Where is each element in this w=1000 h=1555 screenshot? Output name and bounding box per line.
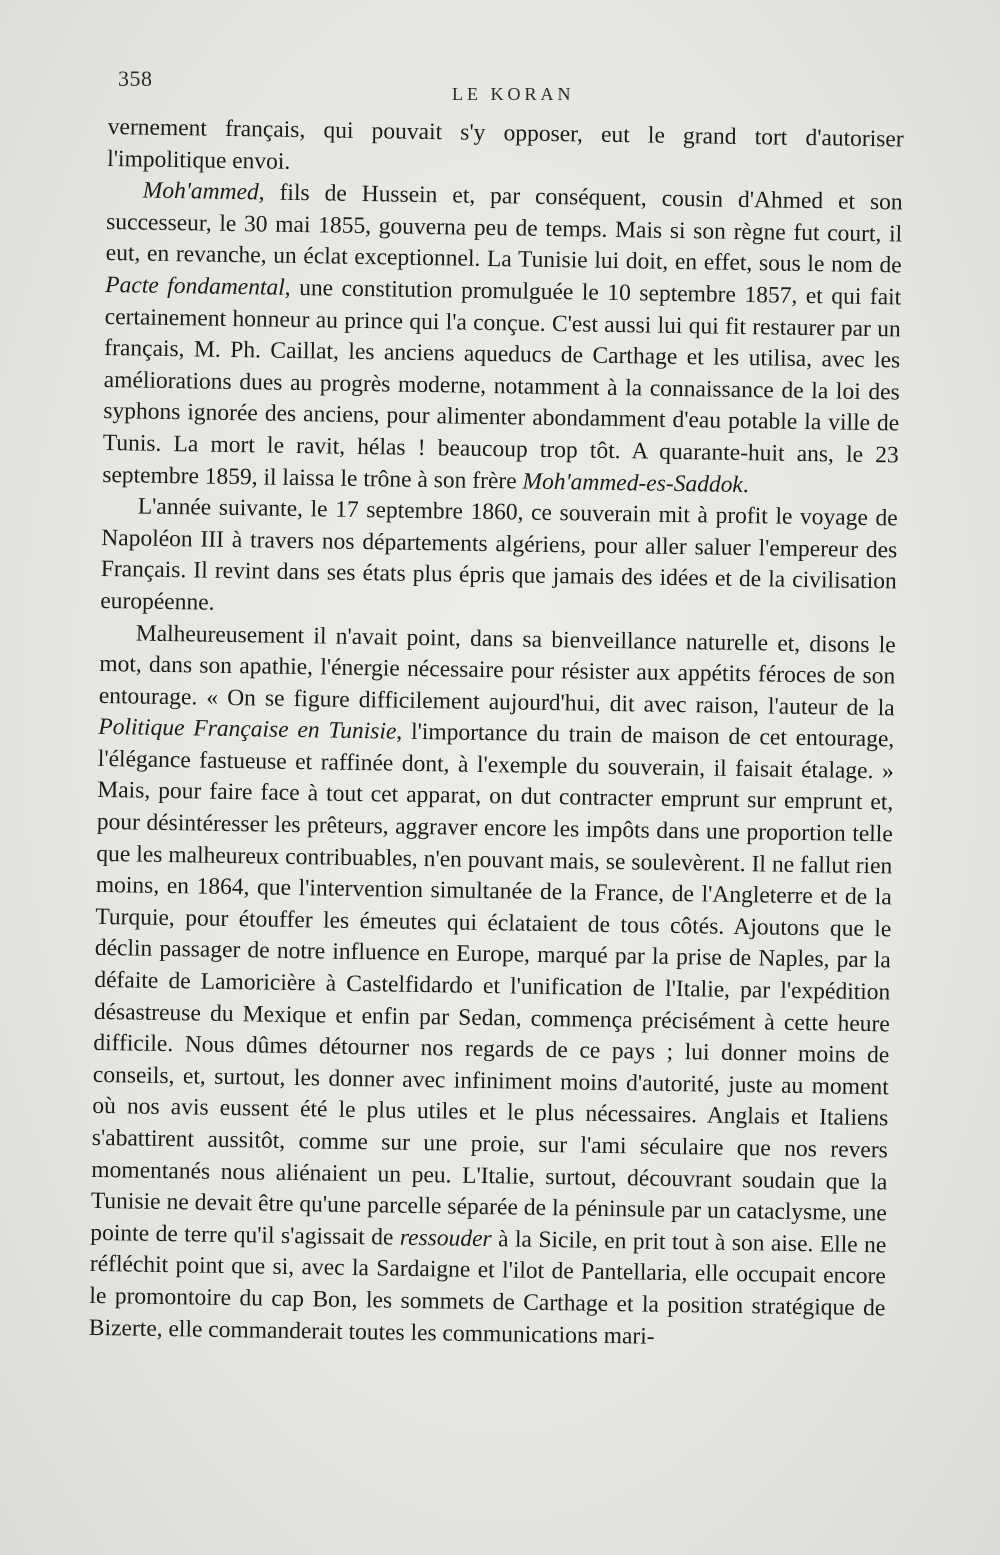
text-segment: , l'importance du train de maison de cet entourage, l'élégance fastueuse et raffinée dont, à l'exemple du souverain, il faisait étalage. » Mais, pour faire face à tout cet apparat, on dut contracter emprunt sur emprunt et, pour désintéresser les prêteurs, aggraver encore les impôts dans une proportion telle que les malheureux contribuables, n'en pouvant mais, se soulevèrent. Il ne fallut rien moins, en 1864, que l'intervention simultanée de la France, de l'Angleterre et de la Turquie, pour étouffer les émeutes qui éclataient de tous côtés. Ajoutons que le déclin passager de notre influence en Europe, marqué par la prise de Naples, par la défaite de Lamoricière à Castelfidardo et l'unification de l'Italie, par l'expédition désastreuse du Mexique et enfin par Sedan, commença précisément à cette heure difficile. Nous dûmes détourner nos regards de ce pays ; lui donner moins de conseils, et, surtout, les donner avec infiniment moins d'autorité, juste au moment où nos avis eussent été le plus utiles et le plus nécessaires. Anglais et Italiens s'abattirent aussitôt, comme sur une proie, sur l'ami séculaire que nos revers momentanés nous aliénaient un peu. L'Italie, surtout, découvrant soudain que la Tunisie ne devait être qu'une parcelle séparée de la péninsule par un cataclysme, une pointe de terre qu'il s'agissait de bbox=[90, 718, 895, 1251]
text-segment: vernement français, qui pouvait s'y opposer, eut le grand tort d'autoriser l'impolitique envoi. bbox=[107, 113, 904, 175]
text-segment: , fils de Hussein et, par conséquent, cousin d'Ahmed et son successeur, le 30 mai 1855, gouverna peu de temps. Mais si son règne fut court, il eut, en revanche, un éclat exceptionnel. La Tunisie lui doit, en effet, sous le nom de bbox=[105, 179, 903, 279]
italic-segment: Moh'ammed-es-Saddok bbox=[522, 468, 744, 498]
paragraph bbox=[102, 175, 903, 503]
text-segment: . bbox=[742, 471, 749, 498]
text-segment: Malheureusement il n'avait point, dans sa bienveillance naturelle et, disons le mot, dans son apathie, l'énergie nécessaire pour résister aux appétits féroces de son entourage. « On se figure difficilement aujourd'hui, dit avec raison, l'auteur de la bbox=[98, 620, 896, 722]
text-segment: L'année suivante, le 17 septembre 1860, ce souverain mit à profit le voyage de Napoléon III à travers nos départements algériens, pour aller saluer l'empereur des Français. Il revint dans ses états plus épris que jamais des idées et de la civilisation européenne. bbox=[100, 493, 898, 616]
italic-segment: Moh'ammed bbox=[142, 177, 259, 206]
text-segment: , une constitution promulguée le 10 septembre 1857, et qui fait certainement honneur au prince qui l'a conçue. C'est aussi lui qui fit restaurer par un français, M. Ph. Caillat, les anciens aqueducs de Carthage et les utilisa, avec les améliorations dues au progrès moderne, notamment à la connaissance de la loi des syphons ignorée des anciens, pour alimenter abondamment d'eau potable la ville de Tunis. La mort le ravit, hélas ! beaucoup trop tôt. A quarante-huit ans, le 23 septembre 1859, il laissa le trône à son frère bbox=[102, 274, 902, 495]
italic-segment: Pacte fondamental bbox=[105, 271, 285, 301]
page-number: 358 bbox=[118, 66, 153, 91]
running-title: LE KORAN bbox=[452, 84, 575, 104]
text-segment: à la Sicile, en prit tout à son aise. Elle ne réfléchit point que si, avec la Sardaigne et l'ilot de Pantellaria, elle occupait encore le promontoire du cap Bon, les sommets de Carthage et la position stratégique de Bizerte, elle commanderait toutes les communications mari- bbox=[88, 1225, 887, 1350]
paragraph bbox=[89, 617, 896, 1356]
italic-segment: ressouder bbox=[399, 1224, 492, 1252]
paragraph bbox=[100, 491, 898, 630]
italic-segment: Politique Française en Tunisie bbox=[98, 714, 397, 745]
body-text bbox=[89, 112, 904, 1357]
